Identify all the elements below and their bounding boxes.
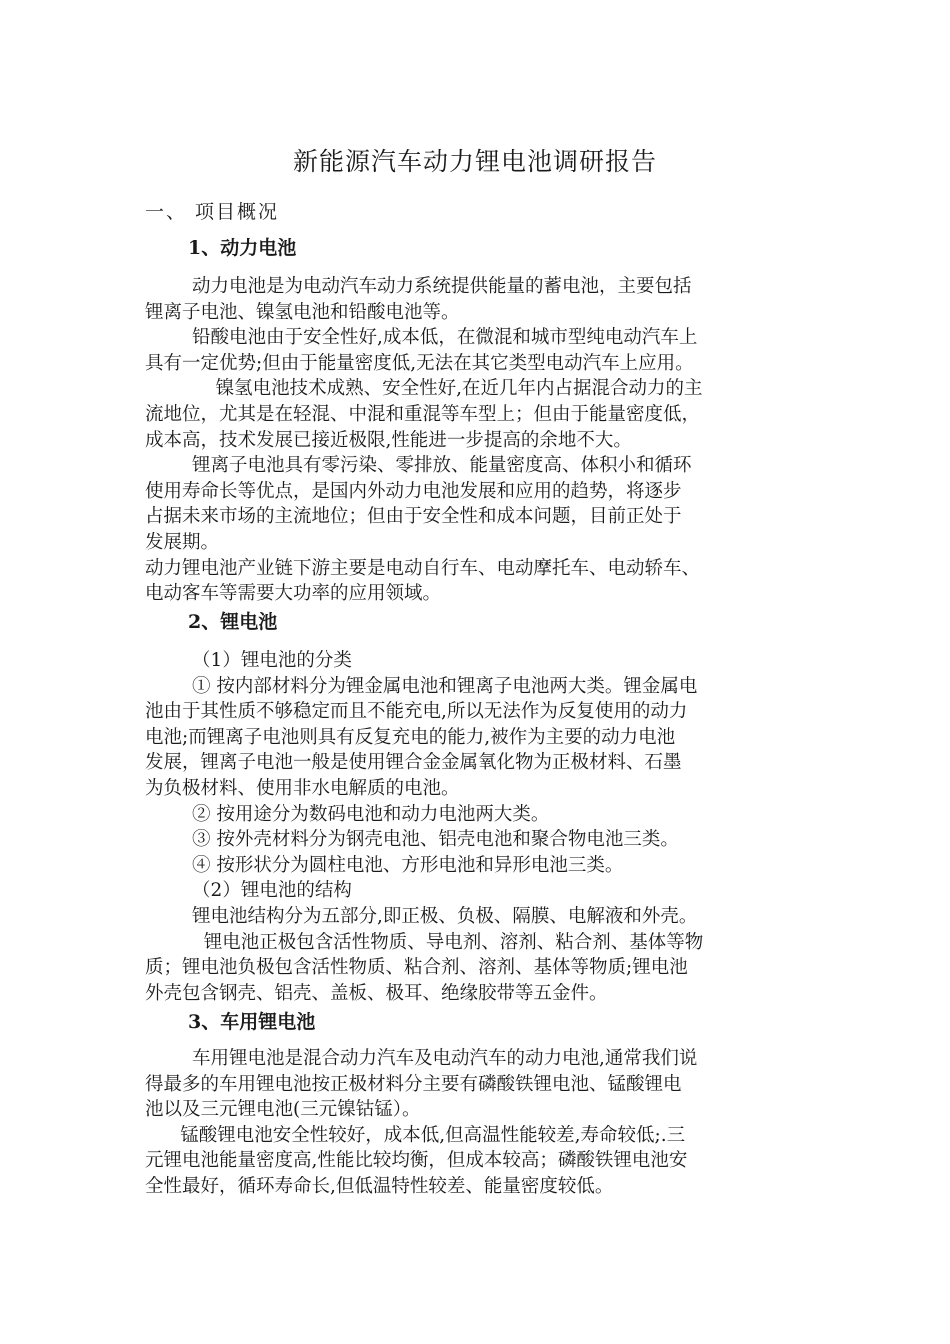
text-line: 使用寿命长等优点，是国内外动力电池发展和应用的趋势，将逐步 (145, 480, 682, 502)
text-line: 电动客车等需要大功率的应用领域。 (145, 583, 442, 605)
text-line: 车用锂电池是混合动力汽车及电动汽车的动力电池,通常我们说 (145, 1048, 698, 1069)
text-line: 动力电池是为电动汽车动力系统提供能量的蓄电池，主要包括 (145, 276, 692, 297)
paragraph-vehicle-lithium-battery (145, 1046, 807, 1200)
text-line: 锂离子电池、镍氢电池和铅酸电池等。 (145, 301, 460, 323)
text-line: 得最多的车用锂电池按正极材料分主要有磷酸铁锂电池、锰酸锂电 (145, 1073, 682, 1095)
text-line: 具有一定优势;但由于能量密度低,无法在其它类型电动汽车上应用。 (145, 352, 694, 374)
section-heading-overview: 一、 项目概况 (145, 201, 280, 223)
text-line: ③ 按外壳材料分为钢壳电池、铝壳电池和聚合物电池三类。 (145, 829, 679, 851)
text-line: 发展期。 (145, 531, 220, 553)
text-line: 占据未来市场的主流地位；但由于安全性和成本问题，目前正处于 (145, 506, 682, 528)
subsection-heading-vehicle-lithium-battery: 3、车用锂电池 (188, 1011, 316, 1033)
text-line: 电池;而锂离子电池则具有反复充电的能力,被作为主要的动力电池 (145, 726, 676, 748)
text-line: 发展，锂离子电池一般是使用锂合金金属氧化物为正极材料、石墨 (145, 752, 682, 774)
text-line: 池由于其性质不够稳定而且不能充电,所以无法作为反复使用的动力 (145, 701, 688, 723)
text-line: 成本高，技术发展已接近极限,性能进一步提高的余地不大。 (145, 429, 632, 451)
text-line: 锰酸锂电池安全性较好，成本低,但高温性能较差,寿命较低;.三 (145, 1124, 686, 1146)
text-line: 锂电池结构分为五部分,即正极、负极、隔膜、电解液和外壳。 (145, 905, 698, 927)
document-title: 新能源汽车动力锂电池调研报告 (292, 147, 657, 176)
text-line: 锂电池正极包含活性物质、导电剂、溶剂、粘合剂、基体等物 (145, 931, 704, 953)
text-line: （1）锂电池的分类 (145, 650, 352, 671)
subsection-heading-lithium-battery: 2、锂电池 (188, 611, 278, 633)
text-line: 全性最好，循环寿命长,但低温特性较差、能量密度较低。 (145, 1175, 614, 1197)
text-line: （2）锂电池的结构 (145, 880, 352, 902)
text-line: 质；锂电池负极包含活性物质、粘合剂、溶剂、基体等物质;锂电池 (145, 957, 688, 979)
text-line: 镍氢电池技术成熟、安全性好,在近几年内占据混合动力的主 (145, 378, 703, 400)
text-line: 铅酸电池由于安全性好,成本低，在微混和城市型纯电动汽车上 (145, 327, 698, 349)
text-line: 流地位，尤其是在轻混、中混和重混等车型上；但由于能量密度低， (145, 403, 701, 425)
paragraph-power-battery (145, 274, 807, 607)
text-line: ④ 按形状分为圆柱电池、方形电池和异形电池三类。 (145, 854, 624, 876)
text-line: 元锂电池能量密度高,性能比较均衡，但成本较高；磷酸铁锂电池安 (145, 1150, 688, 1172)
text-line: 池以及三元锂电池(三元镍钴锰）。 (145, 1099, 421, 1121)
paragraph-lithium-battery (145, 648, 807, 1006)
text-line: 外壳包含钢壳、铝壳、盖板、极耳、绝缘胶带等五金件。 (145, 982, 608, 1004)
text-line: ② 按用途分为数码电池和动力电池两大类。 (145, 803, 550, 825)
text-line: 动力锂电池产业链下游主要是电动自行车、电动摩托车、电动轿车、 (145, 557, 701, 579)
text-line: ① 按内部材料分为锂金属电池和锂离子电池两大类。锂金属电 (145, 675, 698, 697)
subsection-heading-power-battery: 1、动力电池 (188, 237, 297, 259)
text-line: 为负极材料、使用非水电解质的电池。 (145, 777, 460, 799)
text-line: 锂离子电池具有零污染、零排放、能量密度高、体积小和循环 (145, 455, 692, 477)
